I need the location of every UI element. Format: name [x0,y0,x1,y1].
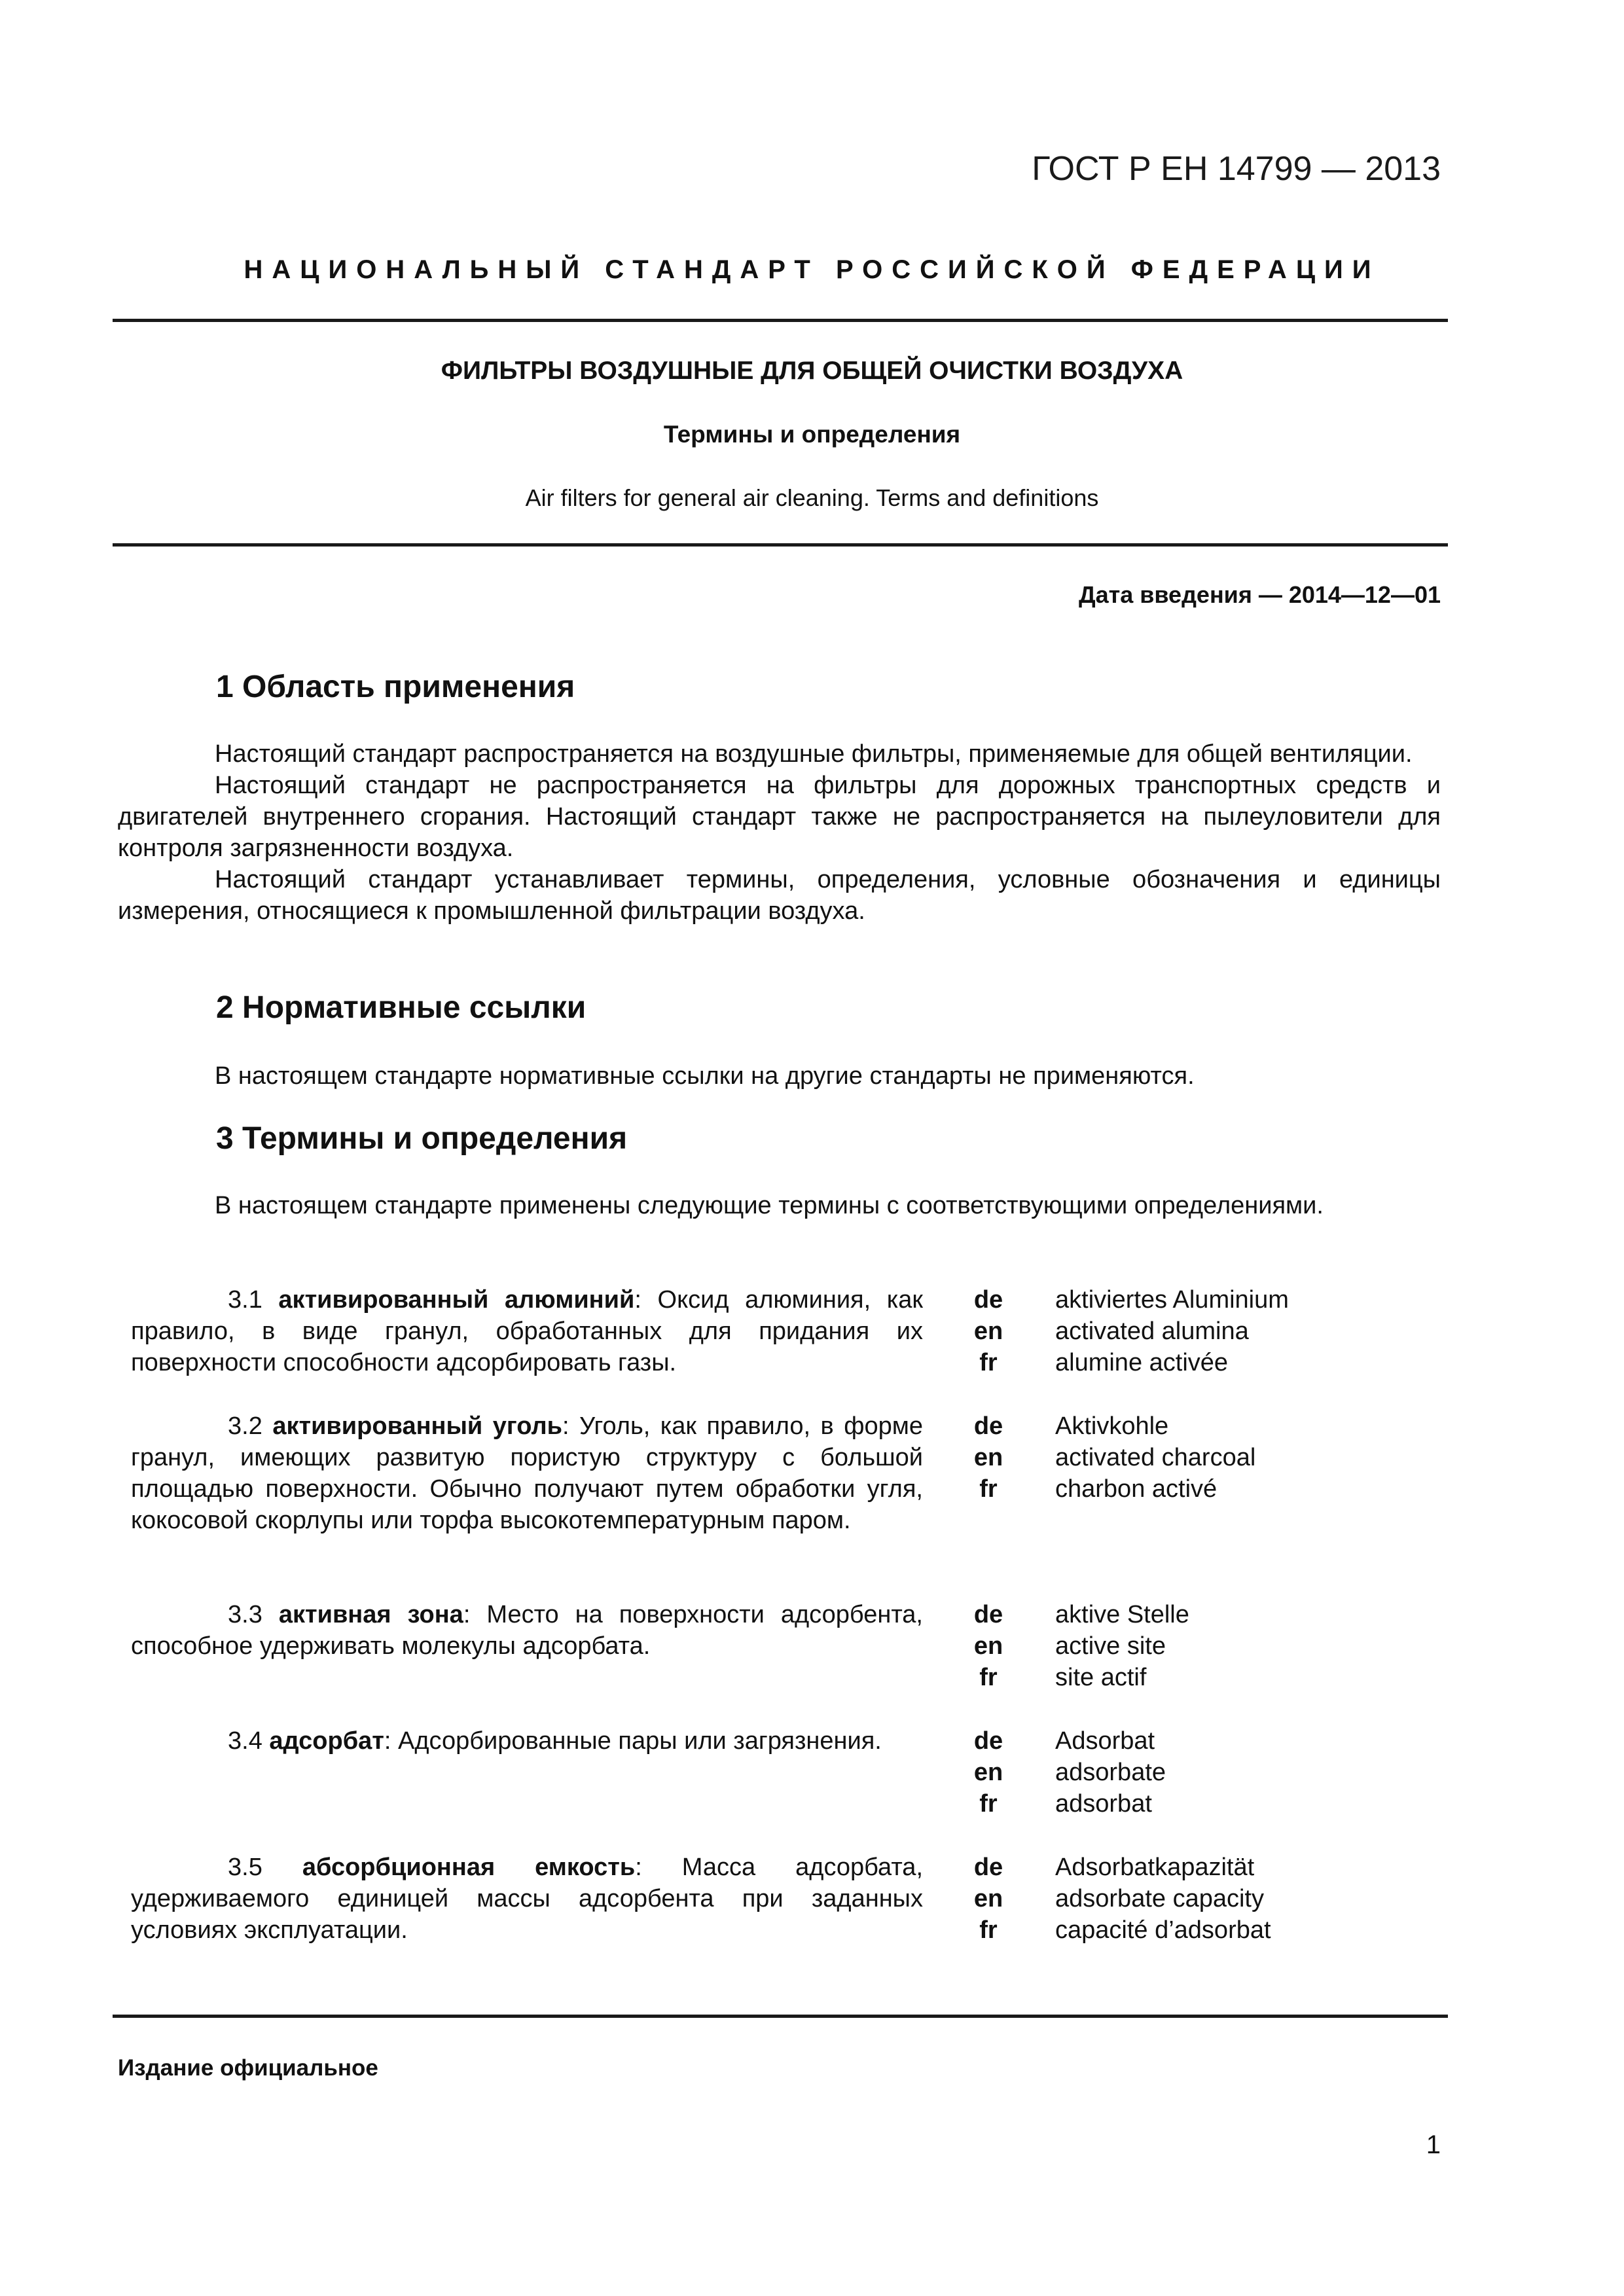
term-translations [1055,1725,1461,1820]
term-translations [1055,1852,1461,1946]
term-entry [131,1725,923,1757]
language-codes [956,1852,1021,1946]
lang-code-de: de [973,1412,1003,1440]
term-translations [1055,1599,1461,1693]
title-rule [113,543,1448,547]
term-name: активированный алюминий [278,1286,635,1314]
section-2-text: В настоящем стандарте нормативные ссылки на другие стандарты не применяются. [215,1062,1195,1090]
lang-code-fr: fr [979,1664,998,1691]
term-fr: adsorbat [1055,1790,1152,1818]
section-1-paragraph: Настоящий стандарт распространяется на воздушные фильтры, применяемые для общей вентиляции. [215,740,1413,768]
term-number: 3.5 [228,1854,262,1881]
term-definition: : Уголь, как правило, в форме гранул, имеющих развитую пористую структуру с большой площадью поверхности. Обычно получают путем обработки угля, кокосовой скорлупы или торфа высокотемпературным паром. [131,1412,923,1534]
lang-code-fr: fr [979,1916,998,1944]
lang-code-fr: fr [979,1349,998,1376]
term-name: активированный уголь [272,1412,562,1440]
lang-code-en: en [973,1632,1003,1660]
english-title: Air filters for general air cleaning. Terms and definitions [525,484,1099,511]
lang-code-fr: fr [979,1475,998,1503]
lang-code-de: de [973,1286,1003,1314]
term-translations [1055,1284,1461,1378]
section-1-paragraph: Настоящий стандарт не распространяется на фильтры для дорожных транспортных средств и двигателей внутреннего сгорания. Настоящий стандарт также не распространяется на пылеуловители для контроля загрязненности воздуха. [118,772,1441,862]
top-rule [113,319,1448,322]
term-number: 3.1 [228,1286,262,1314]
term-de: aktiviertes Aluminium [1055,1286,1289,1314]
lang-code-en: en [973,1444,1003,1471]
section-3-heading: 3 Термины и определения [216,1121,628,1156]
national-standard-title: НАЦИОНАЛЬНЫЙ СТАНДАРТ РОССИЙСКОЙ ФЕДЕРАЦИИ [244,255,1380,284]
term-entry [131,1410,923,1536]
lang-code-en: en [973,1885,1003,1912]
section-3-intro: В настоящем стандарте применены следующие термины с соответствующими определениями. [215,1192,1324,1219]
term-number: 3.3 [228,1601,262,1628]
term-entry [131,1599,923,1662]
term-de: Adsorbatkapazität [1055,1854,1255,1881]
section-1-body [118,738,1441,927]
term-definition: : Место на поверхности адсорбента, способное удерживать молекулы адсорбата. [131,1601,923,1660]
lang-code-de: de [973,1727,1003,1755]
footer-rule [113,2015,1448,2018]
language-codes [956,1725,1021,1820]
lang-code-en: en [973,1318,1003,1345]
official-edition-label: Издание официальное [118,2055,378,2081]
term-fr: capacité d’adsorbat [1055,1916,1271,1944]
language-codes [956,1284,1021,1378]
term-de: Adsorbat [1055,1727,1155,1755]
document-title: ФИЛЬТРЫ ВОЗДУШНЫЕ ДЛЯ ОБЩЕЙ ОЧИСТКИ ВОЗДУХА [441,357,1183,385]
term-name: активная зона [278,1601,463,1628]
term-en: adsorbate [1055,1759,1166,1786]
term-de: Aktivkohle [1055,1412,1169,1440]
lang-code-de: de [973,1854,1003,1881]
section-2-heading: 2 Нормативные ссылки [216,990,586,1025]
page-number: 1 [1426,2130,1441,2159]
term-translations [1055,1410,1461,1505]
lang-code-fr: fr [979,1790,998,1818]
term-fr: charbon activé [1055,1475,1218,1503]
term-fr: alumine activée [1055,1349,1229,1376]
language-codes [956,1599,1021,1693]
term-en: activated charcoal [1055,1444,1256,1471]
language-codes [956,1410,1021,1505]
lang-code-en: en [973,1759,1003,1786]
standard-number: ГОСТ Р ЕН 14799 — 2013 [1032,150,1441,188]
term-name: адсорбат [269,1727,384,1755]
term-entry [131,1284,923,1378]
section-1-heading: 1 Область применения [216,670,575,704]
document-subtitle: Термины и определения [663,421,961,448]
term-entry [131,1852,923,1946]
term-en: adsorbate capacity [1055,1885,1264,1912]
term-en: active site [1055,1632,1166,1660]
term-definition: : Адсорбированные пары или загрязнения. [384,1727,882,1755]
term-fr: site actif [1055,1664,1147,1691]
term-number: 3.4 [228,1727,262,1755]
term-number: 3.2 [228,1412,262,1440]
term-definition: : Масса адсорбата, удерживаемого единицей массы адсорбента при заданных условиях эксплуатации. [131,1854,923,1944]
introduction-date: Дата введения — 2014—12—01 [1078,581,1441,608]
term-definition: : Оксид алюминия, как правило, в виде гранул, обработанных для придания их поверхности способности адсорбировать газы. [131,1286,923,1376]
term-de: aktive Stelle [1055,1601,1189,1628]
lang-code-de: de [973,1601,1003,1628]
term-name: абсорбционная емкость [302,1854,636,1881]
term-en: activated alumina [1055,1318,1249,1345]
section-1-paragraph: Настоящий стандарт устанавливает термины, определения, условные обозначения и единицы измерения, относящиеся к промышленной фильтрации воздуха. [118,866,1441,925]
